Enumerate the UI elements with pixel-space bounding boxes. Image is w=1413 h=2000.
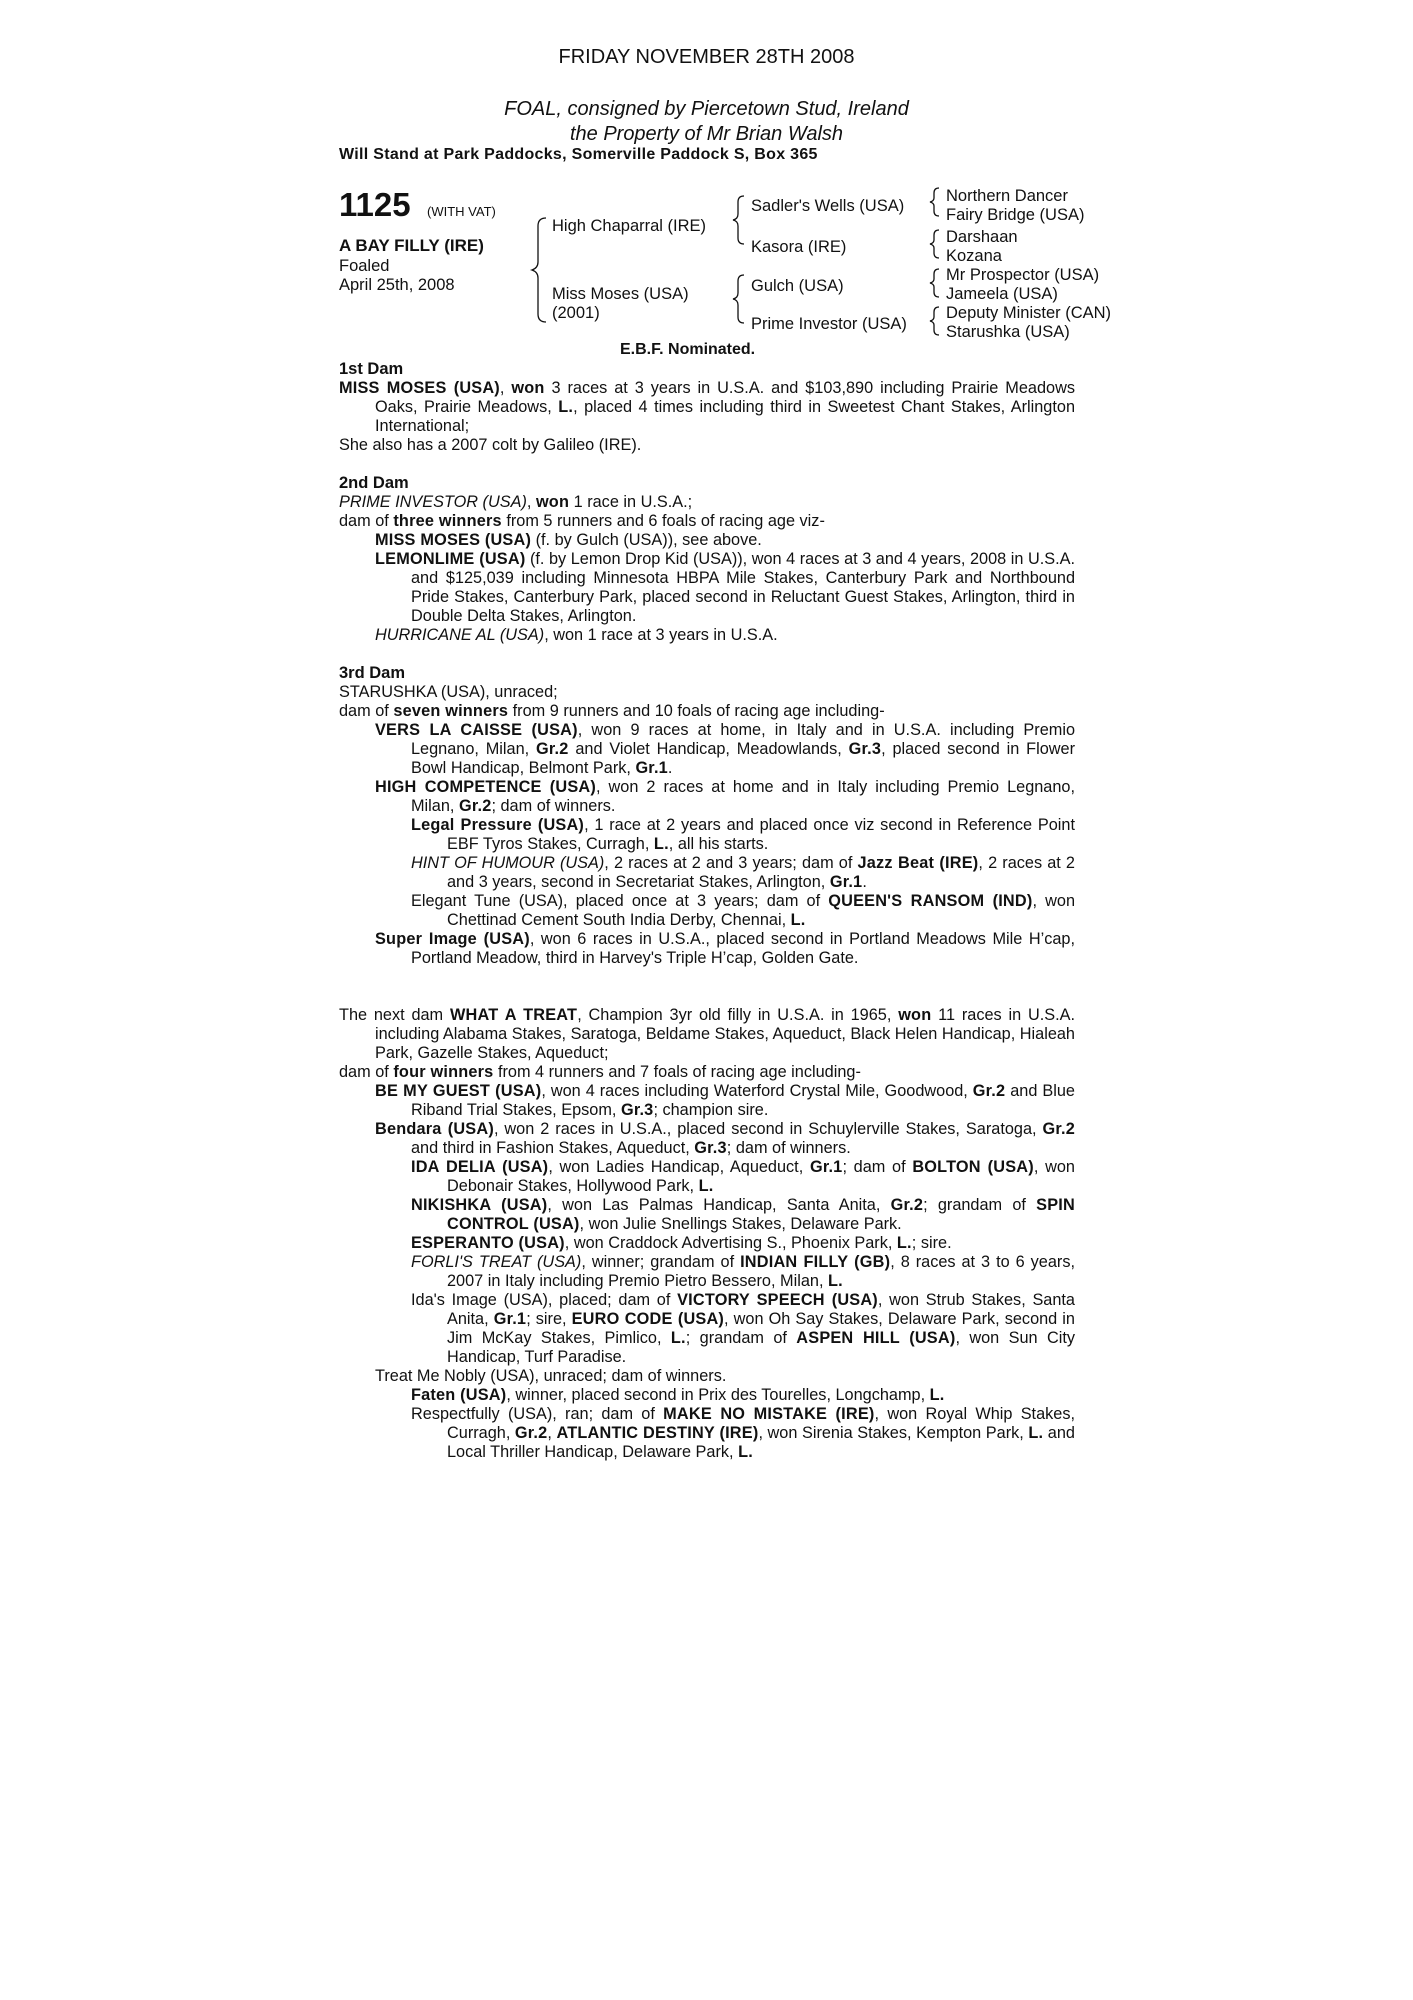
produce-faten: Faten (USA), winner, placed second in Prix des Tourelles, Longchamp, L. (411, 1386, 945, 1404)
lot-description: A BAY FILLY (IRE) (339, 236, 484, 255)
catalogue-text (339, 360, 1075, 1462)
ggp-5: Mr Prospector (USA) (946, 266, 1100, 284)
second-dam-entry: PRIME INVESTOR (USA), won 1 race in U.S.A.; (339, 493, 693, 511)
third-dam-produce: dam of seven winners from 9 runners and 10 foals of racing age including- (339, 702, 885, 720)
produce-hint-of-humour: HINT OF HUMOUR (USA), 2 races at 2 and 3 years; dam of Jazz Beat (IRE), 2 races at 2 and 3 years, second in Secretariat Stakes, Arlington, Gr.1. (411, 854, 1075, 891)
second-dam-heading: 2nd Dam (339, 474, 409, 492)
produce-respectfully: Respectfully (USA), ran; dam of MAKE NO MISTAKE (IRE), won Royal Whip Stakes, Curragh, Gr.2, ATLANTIC DESTINY (IRE), won Sirenia Stakes, Kempton Park, L. and Local Thriller Handicap, Delaware Park, L. (411, 1405, 1075, 1461)
sire-sire: Sadler's Wells (USA) (751, 197, 905, 215)
ggp-2: Fairy Bridge (USA) (946, 206, 1085, 224)
ggp-8: Starushka (USA) (946, 323, 1070, 341)
first-dam-note: She also has a 2007 colt by Galileo (IRE). (339, 436, 642, 454)
produce-elegant-tune: Elegant Tune (USA), placed once at 3 years; dam of QUEEN'S RANSOM (IND), won Chettinad Cement South India Derby, Chennai, L. (411, 892, 1075, 929)
second-dam-produce: dam of three winners from 5 runners and 6 foals of racing age viz- (339, 512, 825, 530)
produce-esperanto: ESPERANTO (USA), won Craddock Advertising S., Phoenix Park, L.; sire. (411, 1234, 952, 1252)
ggp-1: Northern Dancer (946, 187, 1068, 205)
produce-lemonlime: LEMONLIME (USA) (f. by Lemon Drop Kid (USA)), won 4 races at 3 and 4 years, 2008 in U.S.A. and $125,039 including Minnesota HBPA Mile Stakes, Canterbury Park and Northbound Pride Stakes, Canterbury Park, placed second in Reluctant Guest Stakes, Arlington, third in Double Delta Stakes, Arlington. (375, 550, 1075, 625)
produce-high-competence: HIGH COMPETENCE (USA), won 2 races at home and in Italy including Premio Legnano, Milan, Gr.2; dam of winners. (375, 778, 1076, 815)
ggp-6: Jameela (USA) (946, 285, 1058, 303)
lot-number: 1125 (339, 186, 411, 223)
produce-nikishka: NIKISHKA (USA), won Las Palmas Handicap, Santa Anita, Gr.2; grandam of SPIN CONTROL (USA), won Julie Snellings Stakes, Delaware Park. (411, 1196, 1075, 1233)
foaled-label: Foaled (339, 257, 390, 275)
sale-date: FRIDAY NOVEMBER 28TH 2008 (558, 46, 855, 68)
produce-legal-pressure: Legal Pressure (USA), 1 race at 2 years and placed once viz second in Reference Point EBF Tyros Stakes, Curragh, L., all his starts. (411, 816, 1075, 853)
dam-sire: Gulch (USA) (751, 277, 844, 295)
produce-miss-moses: MISS MOSES (USA) (f. by Gulch (USA)), see above. (375, 531, 762, 549)
next-dam-produce: dam of four winners from 4 runners and 7 foals of racing age including- (339, 1063, 861, 1081)
consignor-line: FOAL, consigned by Piercetown Stud, Ireland (504, 98, 909, 120)
produce-treat-me-nobly: Treat Me Nobly (USA), unraced; dam of winners. (375, 1367, 727, 1385)
foaled-date: April 25th, 2008 (339, 276, 455, 294)
ggp-7: Deputy Minister (CAN) (946, 304, 1112, 322)
ebf-nominated: E.B.F. Nominated. (620, 341, 756, 358)
produce-ida-delia: IDA DELIA (USA), won Ladies Handicap, Aqueduct, Gr.1; dam of BOLTON (USA), won Debonair Stakes, Hollywood Park, L. (411, 1158, 1075, 1195)
next-dam-entry: The next dam WHAT A TREAT, Champion 3yr old filly in U.S.A. in 1965, won 11 races in U.S.A. including Alabama Stakes, Saratoga, Beldame Stakes, Aqueduct, Black Helen Handicap, Hialeah Park, Gazelle Stakes, Aqueduct; (339, 1006, 1076, 1062)
ggp-4: Kozana (946, 247, 1002, 265)
dam: Miss Moses (USA) (552, 285, 689, 303)
first-dam-entry: MISS MOSES (USA), won 3 races at 3 years in U.S.A. and $103,890 including Prairie Meadows Oaks, Prairie Meadows, L., placed 4 times including third in Sweetest Chant Stakes, Arlington International; (339, 379, 1075, 435)
first-dam-heading: 1st Dam (339, 360, 404, 378)
dam-year: (2001) (552, 304, 600, 322)
dam-dam: Prime Investor (USA) (751, 315, 907, 333)
produce-super-image: Super Image (USA), won 6 races in U.S.A., placed second in Portland Meadows Mile H’cap, Portland Meadow, third in Harvey's Triple H’cap, Golden Gate. (375, 930, 1075, 967)
produce-hurricane-al: HURRICANE AL (USA), won 1 race at 3 years in U.S.A. (375, 626, 778, 644)
produce-bendara: Bendara (USA), won 2 races in U.S.A., placed second in Schuylerville Stakes, Saratoga, Gr.2 and third in Fashion Stakes, Aqueduct, Gr.3; dam of winners. (375, 1120, 1075, 1157)
produce-be-my-guest: BE MY GUEST (USA), won 4 races including Waterford Crystal Mile, Goodwood, Gr.2 and Blue Riband Trial Stakes, Epsom, Gr.3; champion sire. (375, 1082, 1075, 1119)
produce-forlis-treat: FORLI'S TREAT (USA), winner; grandam of INDIAN FILLY (GB), 8 races at 3 to 6 years, 2007 in Italy including Premio Pietro Bessero, Milan, L. (411, 1253, 1075, 1290)
produce-idas-image: Ida's Image (USA), placed; dam of VICTORY SPEECH (USA), won Strub Stakes, Santa Anita, Gr.1; sire, EURO CODE (USA), won Oh Say Stakes, Delaware Park, second in Jim McKay Stakes, Pimlico, L.; grandam of ASPEN HILL (USA), won Sun City Handicap, Turf Paradise. (411, 1291, 1075, 1366)
third-dam-entry: STARUSHKA (USA), unraced; (339, 683, 558, 701)
sire-dam: Kasora (IRE) (751, 238, 847, 256)
third-dam-heading: 3rd Dam (339, 664, 406, 682)
ggp-3: Darshaan (946, 228, 1018, 246)
produce-vers-la-caisse: VERS LA CAISSE (USA), won 9 races at home, in Italy and in U.S.A. including Premio Legnano, Milan, Gr.2 and Violet Handicap, Meadowlands, Gr.3, placed second in Flower Bowl Handicap, Belmont Park, Gr.1. (375, 721, 1076, 777)
vat-note: (WITH VAT) (427, 204, 496, 219)
pedigree-braces (0, 0, 1413, 360)
sire: High Chaparral (IRE) (552, 217, 707, 235)
property-line: the Property of Mr Brian Walsh (569, 123, 844, 145)
stand-location: Will Stand at Park Paddocks, Somerville Paddock S, Box 365 (339, 146, 818, 163)
